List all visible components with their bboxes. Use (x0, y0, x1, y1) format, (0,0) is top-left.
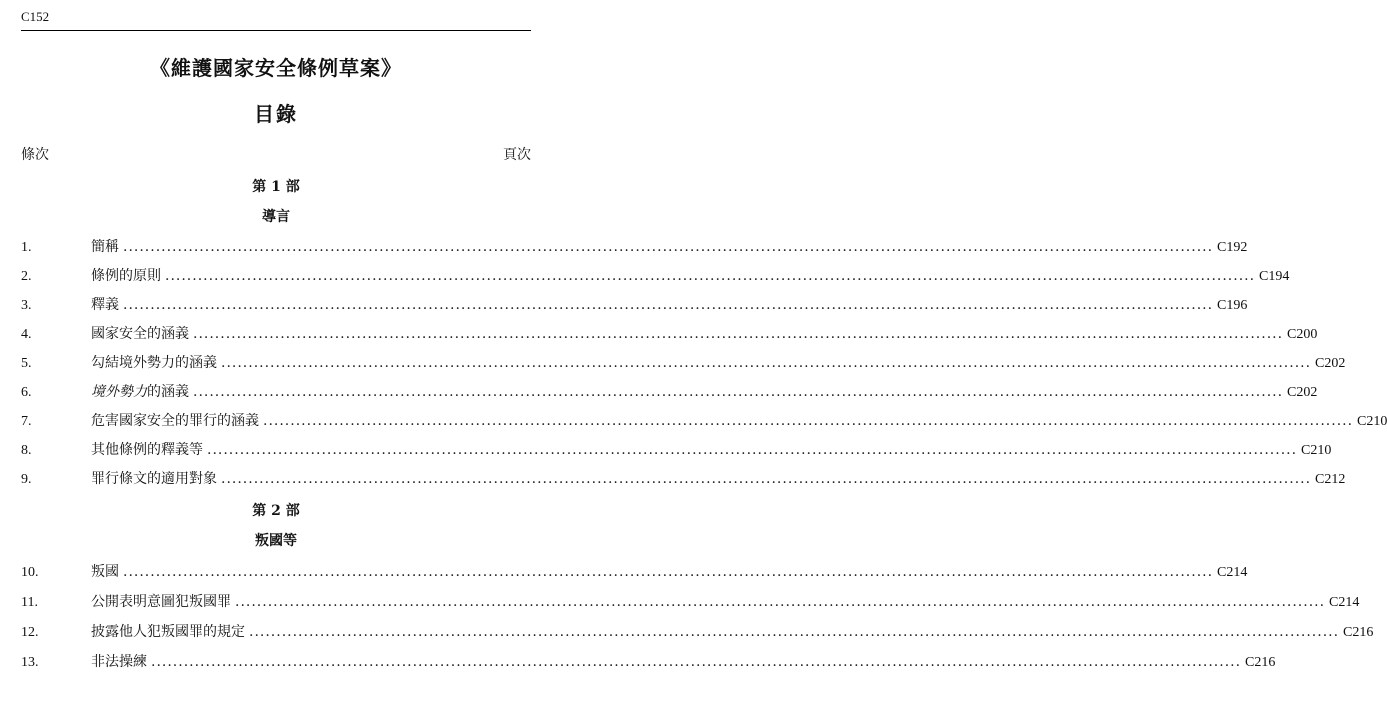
page-number: C216 (1343, 625, 1374, 640)
page-number: C214 (1217, 565, 1248, 580)
page-number: C194 (1259, 269, 1290, 284)
section-number: 12. (21, 625, 39, 640)
page-number: C192 (1217, 240, 1248, 255)
section-number: 3. (21, 298, 32, 313)
dot-leader: ........................................................................................................................................................................................................ (207, 442, 1298, 458)
section-title-text: 叛國 (91, 564, 119, 580)
section-number: 6. (21, 385, 32, 400)
section-title-text: 釋義 (91, 297, 119, 313)
page-column-label: 頁次 (503, 147, 531, 163)
dot-leader: ........................................................................................................................................................................................................ (221, 355, 1312, 371)
dot-leader: ........................................................................................................................................................................................................ (123, 239, 1214, 255)
contents-heading: 目錄 (254, 102, 298, 126)
page-number: C202 (1287, 385, 1318, 400)
section-number: 11. (21, 595, 38, 610)
dot-leader: ........................................................................................................................................................................................................ (221, 471, 1312, 487)
toc-entry[interactable] (21, 468, 1346, 488)
section-title (91, 352, 221, 372)
section-title-text: 的涵義 (147, 384, 189, 400)
toc-entry[interactable] (21, 323, 1318, 343)
header-rule (21, 30, 531, 31)
dot-leader: ........................................................................................................................................................................................................ (151, 654, 1242, 670)
section-number: 8. (21, 443, 32, 458)
dot-leader: ........................................................................................................................................................................................................ (165, 268, 1256, 284)
dot-leader: ........................................................................................................................................................................................................ (193, 384, 1284, 400)
section-title (91, 265, 165, 285)
page-number: C210 (1301, 443, 1332, 458)
section-title-text: 披露他人犯叛國罪的規定 (91, 624, 245, 640)
toc-entry[interactable] (21, 410, 1387, 430)
section-number: 4. (21, 327, 32, 342)
part-name: 叛國等 (255, 533, 297, 549)
section-number: 7. (21, 414, 32, 429)
part-label: 第 2 部 (252, 503, 300, 519)
dot-leader: ........................................................................................................................................................................................................ (123, 297, 1214, 313)
section-title-text: 非法操練 (91, 654, 147, 670)
toc-entry[interactable] (21, 561, 1248, 581)
section-column-label: 條次 (21, 147, 49, 163)
section-title (91, 294, 123, 314)
dot-leader: ........................................................................................................................................................................................................ (193, 326, 1284, 342)
section-title-text: 條例的原則 (91, 268, 161, 284)
section-title (91, 468, 221, 488)
part-label: 第 1 部 (252, 179, 300, 195)
section-number: 9. (21, 472, 32, 487)
section-title-text: 其他條例的釋義等 (91, 442, 203, 458)
dot-leader: ........................................................................................................................................................................................................ (235, 594, 1326, 610)
toc-entry[interactable] (21, 651, 1276, 671)
dot-leader: ........................................................................................................................................................................................................ (123, 564, 1214, 580)
toc-entry[interactable] (21, 591, 1360, 611)
page-number: C210 (1357, 414, 1387, 429)
section-number: 13. (21, 655, 39, 670)
section-title (91, 410, 263, 430)
section-title (91, 561, 123, 581)
section-title (91, 236, 123, 256)
section-title (91, 651, 151, 671)
dot-leader: ........................................................................................................................................................................................................ (249, 624, 1340, 640)
toc-entry[interactable] (21, 381, 1318, 401)
page-number: C212 (1315, 472, 1346, 487)
toc-entry[interactable] (21, 621, 1374, 641)
page-number: C196 (1217, 298, 1248, 313)
section-title-text: 國家安全的涵義 (91, 326, 189, 342)
document-title: 《維護國家安全條例草案》 (150, 56, 402, 80)
part-name: 導言 (262, 209, 290, 225)
section-title (91, 591, 235, 611)
page-number: C202 (1315, 356, 1346, 371)
section-number: 10. (21, 565, 39, 580)
page-number: C200 (1287, 327, 1318, 342)
section-title (91, 323, 193, 343)
toc-entry[interactable] (21, 265, 1290, 285)
section-number: 5. (21, 356, 32, 371)
page-number: C216 (1245, 655, 1276, 670)
section-number: 2. (21, 269, 32, 284)
page-number: C214 (1329, 595, 1360, 610)
section-number: 1. (21, 240, 32, 255)
toc-entry[interactable] (21, 236, 1248, 256)
section-title (91, 439, 207, 459)
section-title (91, 621, 249, 641)
section-title-text: 簡稱 (91, 239, 119, 255)
section-title-text: 危害國家安全的罪行的涵義 (91, 413, 259, 429)
toc-entry[interactable] (21, 294, 1248, 314)
toc-entry[interactable] (21, 352, 1346, 372)
section-title-text: 勾結境外勢力的涵義 (91, 355, 217, 371)
page-code: C152 (21, 9, 50, 24)
toc-entry[interactable] (21, 439, 1332, 459)
section-title-text: 公開表明意圖犯叛國罪 (91, 594, 231, 610)
dot-leader: ........................................................................................................................................................................................................ (263, 413, 1354, 429)
section-title (91, 381, 193, 401)
section-title-text: 罪行條文的適用對象 (91, 471, 217, 487)
italic-term: 境外勢力 (91, 384, 147, 400)
